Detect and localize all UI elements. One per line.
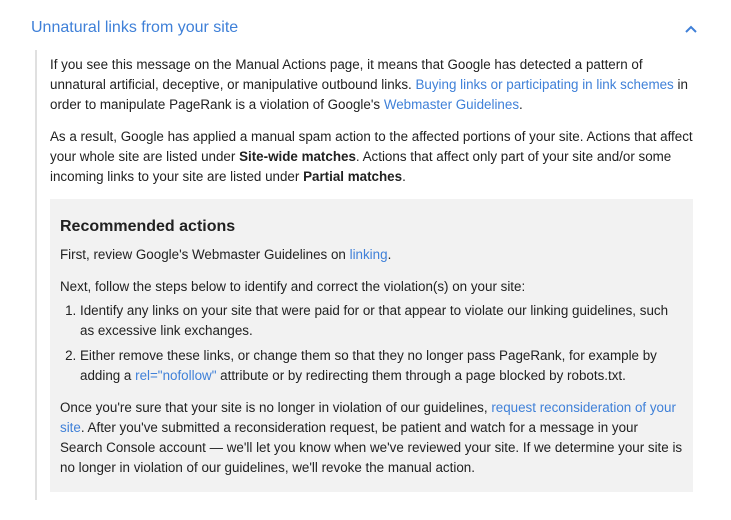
rec-text: . After you've submitted a reconsideration request, be patient and watch for a message in your Search Console account — we'll let you know when we've reviewed your site. If we determine your site is no longer in violation of our guidelines, we'll revoke the manual action. [60,420,683,475]
next-steps-paragraph: Next, follow the steps below to identify and correct the violation(s) on your site: [60,279,526,294]
rec-text: . [387,247,392,262]
intro-text: . [519,97,523,112]
chevron-up-icon[interactable] [683,21,699,37]
partial-matches-label: Partial matches [303,169,403,184]
step-item-1: 1. Identify any links on your site that were paid for or that appear to violate our linking guidelines, such as excessive link exchanges. [80,301,683,341]
intro-paragraph-1 [50,55,695,115]
accordion-title[interactable]: Unnatural links from your site [31,19,239,36]
intro-paragraph-2 [50,127,695,187]
accordion-content [50,55,695,492]
intro-text: If you see this message on the Manual Actions page, it means that Google has detected a pattern of unnatural artificial, deceptive, or manipulative outbound links. [50,57,643,92]
link-schemes-link[interactable]: Buying links or participating in link schemes [415,77,674,92]
reconsideration-paragraph [60,398,683,478]
recommended-actions-box [50,199,693,492]
rec-text: First, review Google's Webmaster Guidelines on [60,247,350,262]
step-item-2 [80,346,683,386]
site-wide-matches-label: Site-wide matches [239,149,356,164]
linking-link[interactable]: linking [349,247,388,262]
steps-list [60,301,683,386]
accordion-header[interactable] [31,17,699,41]
webmaster-guidelines-link[interactable]: Webmaster Guidelines [383,97,520,112]
rec-text: Once you're sure that your site is no longer in violation of our guidelines, [60,400,492,415]
intro-text: in order to manipulate PageRank is a violation of Google's [50,77,688,112]
rec-text: attribute or by redirecting them through a page blocked by robots.txt. [216,368,626,383]
content-left-rule [35,50,37,500]
rec-text: Either remove these links, or change them so that they no longer pass PageRank, for example by adding a [80,348,657,383]
first-review-paragraph [60,245,683,265]
intro-text: . [402,169,406,184]
intro-text: . Actions that affect only part of your site and/or some incoming links to your site are listed under [50,149,672,184]
request-reconsideration-link[interactable]: request reconsideration of your site [60,400,676,435]
nofollow-link[interactable]: rel="nofollow" [135,368,217,383]
recommended-actions-title: Recommended actions [60,218,236,235]
intro-text: As a result, Google has applied a manual spam action to the affected portions of your site. Actions that affect your whole site are listed under [50,129,693,164]
